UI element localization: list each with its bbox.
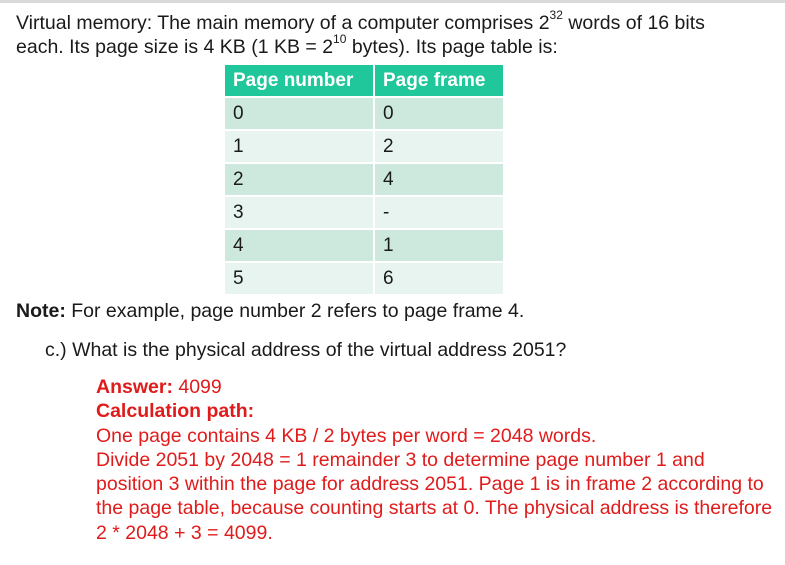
page-frame-cell: 6 — [374, 262, 503, 294]
header-page-frame: Page frame — [374, 65, 503, 97]
intro-text-4: bytes). Its page table is: — [346, 36, 558, 58]
page-table — [225, 65, 503, 294]
table-row — [225, 229, 503, 262]
page-number-cell: 0 — [225, 97, 374, 130]
page-number-cell: 4 — [225, 229, 374, 262]
page-frame-cell: 2 — [374, 130, 503, 163]
page-number-cell: 1 — [225, 130, 374, 163]
calculation-path-label: Calculation path: — [96, 400, 255, 423]
page-frame-cell: - — [374, 196, 503, 229]
exponent-32: 32 — [549, 8, 563, 22]
table-row — [225, 130, 503, 163]
answer-value: 4099 — [172, 376, 222, 398]
top-divider — [0, 0, 785, 3]
answer-label: Answer: — [96, 376, 173, 398]
page-number-cell: 2 — [225, 163, 374, 196]
page-number-cell: 3 — [225, 196, 374, 229]
note-label: Note: — [16, 300, 66, 322]
table-row — [225, 196, 503, 229]
answer-block — [96, 375, 776, 545]
note-text: For example, page number 2 refers to page frame 4. — [65, 300, 525, 322]
page-frame-cell: 1 — [374, 229, 503, 262]
header-page-number: Page number — [225, 65, 374, 97]
calculation-step-1: One page contains 4 KB / 2 bytes per word = 2048 words. — [96, 424, 597, 447]
note-line — [16, 299, 524, 323]
page-frame-cell: 0 — [374, 97, 503, 130]
table-row — [225, 97, 503, 130]
calculation-step-2: Divide 2051 by 2048 = 1 remainder 3 to determine page number 1 and position 3 within the page for address 2051. Page 1 is in frame 2 according to the page table, because counting starts at 0. The physical address is therefore 2 * 2048 + 3 = 4099. — [96, 448, 773, 544]
page-number-cell: 5 — [225, 262, 374, 294]
page-table-header-row — [225, 65, 503, 97]
table-row — [225, 262, 503, 294]
exponent-10: 10 — [333, 32, 347, 46]
intro-text-2: words of 16 bits — [562, 12, 705, 34]
page-frame-cell: 4 — [374, 163, 503, 196]
intro-text-1: Virtual memory: The main memory of a computer comprises 2 — [16, 12, 550, 34]
question-c: c.) What is the physical address of the virtual address 2051? — [45, 339, 567, 361]
intro-text-3: each. Its page size is 4 KB (1 KB = 2 — [16, 36, 334, 58]
table-row — [225, 163, 503, 196]
problem-statement — [16, 8, 776, 59]
